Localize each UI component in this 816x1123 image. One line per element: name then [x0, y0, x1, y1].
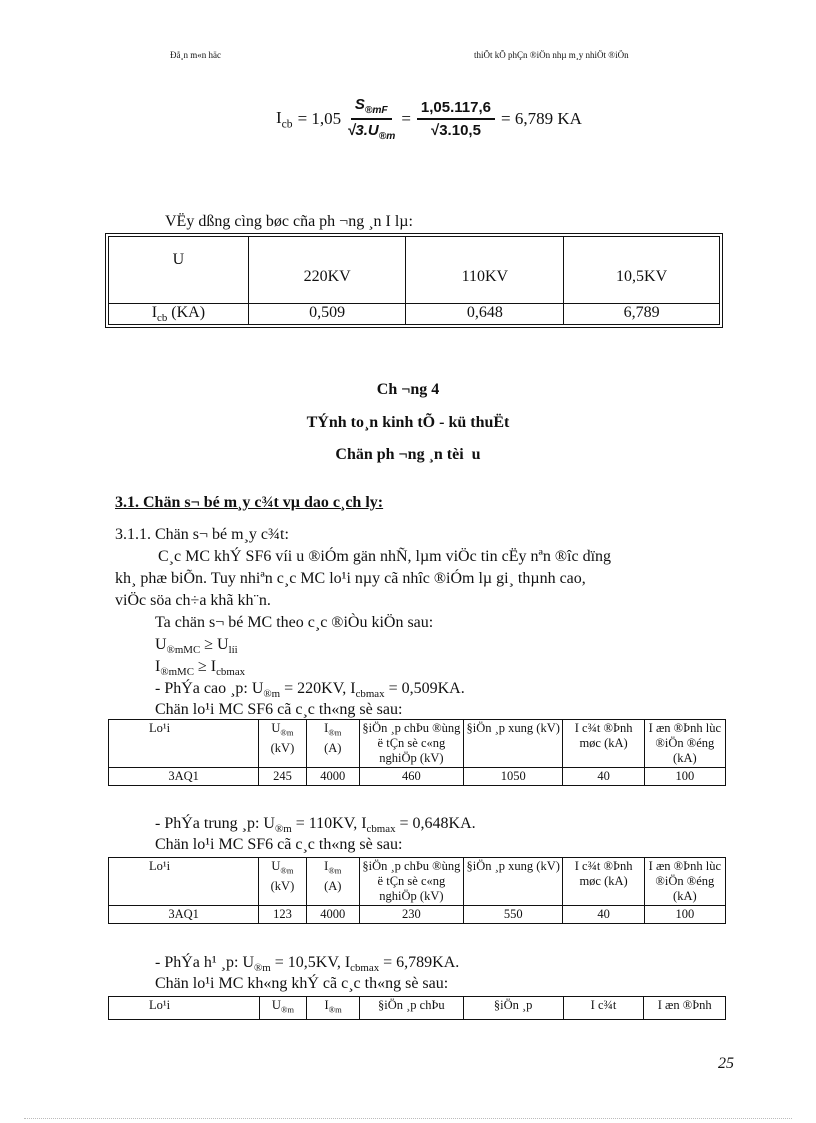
header-right: thiÕt kÕ phÇn ®iÖn nhµ m¸y nhiÖt ®iÖn: [474, 50, 629, 60]
table-cell: 245: [259, 768, 307, 786]
table-cell: 1050: [463, 768, 563, 786]
table-cell: §iÖn ¸p xung (kV): [463, 858, 563, 906]
formula-lhs: $I_{cb}$: [276, 107, 293, 131]
chapter-number: Ch ¬ng 4: [376, 381, 440, 398]
formula-fraction-numeric: $\frac{1,05.117,6}{√3.10,5}$: [417, 99, 495, 139]
table-cell: 3AQ1: [109, 906, 259, 924]
condition-high-side: - PhÝa cao ¸p: $U_{®m} = 220KV$, $I_{cbmax} = 0,509KA$.: [155, 680, 465, 701]
criterion-current: $I_{®mMC} \ge I_{cbmax}$: [155, 658, 246, 679]
table-cell: 550: [463, 906, 563, 924]
table-cell: 100: [644, 906, 725, 924]
page-bottom-rule: [24, 1118, 792, 1119]
table-cell: Lo¹i: [109, 858, 259, 906]
table-cell: $U_{®m}$ (kV): [259, 720, 307, 768]
table-cell: $U_{®m}$ (kV): [259, 858, 307, 906]
table-row: [109, 997, 726, 1020]
breaker-spec-table-mid: [108, 857, 726, 924]
breaker-spec-table-low: [108, 996, 726, 1020]
table-cell: Lo¹i: [109, 720, 259, 768]
table-cell: I æn ®Þnh lùc ®iÖn ®éng (kA): [644, 858, 725, 906]
table-cell: I c¾t: [563, 997, 644, 1020]
table-cell: Lo¹i: [109, 997, 260, 1020]
table-row: [109, 858, 726, 906]
table-cell: 40: [563, 768, 644, 786]
table-cell: 0,509: [248, 304, 406, 325]
table-cell: 10,5KV: [564, 237, 720, 304]
table-cell: 230: [359, 906, 463, 924]
table-cell: 100: [644, 768, 725, 786]
table1-caption: VËy dßng cìng bøc cña ph ¬ng ¸n I lµ:: [165, 213, 413, 230]
table-cell: 3AQ1: [109, 768, 259, 786]
table-row: [109, 304, 720, 325]
condition-mid-side: - PhÝa trung ¸p: $U_{®m} = 110KV$, $I_{cbmax} = 0,648KA$.: [155, 815, 476, 836]
condition-low-side: - PhÝa h¹ ¸p: $U_{®m} = 10,5KV$, $I_{cbmax} = 6,789KA$.: [155, 954, 460, 975]
table-cell: $U_{®m}$: [259, 997, 307, 1020]
table-cell: §iÖn ¸p xung (kV): [463, 720, 563, 768]
sub-heading: 3.1.1. Chän s¬ bé m¸y c¾t:: [115, 526, 289, 543]
table-cell: §iÖn ¸p chÞu ®ùng ë tÇn sè c«ng nghiÖp (kV): [359, 858, 463, 906]
table-cell: $I_{®m}$: [307, 997, 360, 1020]
choose-caption: Chän lo¹i MC SF6 cã c¸c th«ng sè sau:: [155, 701, 403, 718]
chapter-subtitle: Chän ph ¬ng ¸n tèi u: [335, 446, 481, 463]
table-cell: I æn ®Þnh: [644, 997, 726, 1020]
paragraph-line: C¸c MC khÝ SF6 víi u ®iÓm gän nhÑ, lµm viÖc tin cËy nªn ®îc dïng: [158, 548, 612, 565]
forced-current-table: [108, 236, 720, 325]
chapter-title: TÝnh to¸n kinh tÕ - kü thuËt: [306, 414, 510, 431]
current-formula: [276, 96, 582, 142]
formula-fraction-symbolic: $\frac{S_{®mF}}{√3.U_{®m}}$: [347, 96, 396, 142]
choose-caption: Chän lo¹i MC SF6 cã c¸c th«ng sè sau:: [155, 836, 403, 853]
breaker-spec-table-high: [108, 719, 726, 786]
table-cell: U: [109, 237, 249, 304]
paragraph-line: kh¸ phæ biÕn. Tuy nhiªn c¸c MC lo¹i nµy cã nhîc ®iÓm lµ gi¸ thµnh cao,: [115, 570, 586, 587]
table-cell: I c¾t ®Þnh møc (kA): [563, 720, 644, 768]
table-cell: 110KV: [406, 237, 564, 304]
table-cell: 123: [259, 906, 307, 924]
page-number: 25: [718, 1055, 734, 1072]
table-cell: 6,789: [564, 304, 720, 325]
table-cell: I c¾t ®Þnh møc (kA): [563, 858, 644, 906]
section-heading: 3.1. Chän s¬ bé m¸y c¾t vµ dao c¸ch ly:: [115, 494, 384, 511]
header-left: Đå¸n m«n häc: [170, 50, 221, 60]
formula-eq1: = 1,05: [297, 109, 342, 128]
table-cell: I æn ®Þnh lùc ®iÖn ®éng (kA): [644, 720, 725, 768]
table-row: [109, 906, 726, 924]
table-cell: §iÖn ¸p: [463, 997, 563, 1020]
criterion-voltage: $U_{®mMC} \ge U_{líi}$: [155, 636, 238, 657]
criteria-intro: Ta chän s¬ bé MC theo c¸c ®iÒu kiÖn sau:: [155, 614, 434, 631]
table-cell: 4000: [306, 906, 359, 924]
table-row: [109, 237, 720, 304]
table-cell: $I_{®m}$ (A): [306, 858, 359, 906]
table-cell: 4000: [306, 768, 359, 786]
table-cell: §iÖn ¸p chÞu: [360, 997, 464, 1020]
table-cell: 460: [359, 768, 463, 786]
paragraph-line: viÖc söa ch÷a khã kh¨n.: [115, 592, 271, 609]
table-cell: $I_{cb}$ (KA): [109, 304, 249, 325]
table-cell: §iÖn ¸p chÞu ®ùng ë tÇn sè c«ng nghiÖp (kV): [359, 720, 463, 768]
table-cell: 220KV: [248, 237, 406, 304]
table-cell: $I_{®m}$ (A): [306, 720, 359, 768]
table-row: [109, 720, 726, 768]
table-cell: 40: [563, 906, 644, 924]
table-row: [109, 768, 726, 786]
table-cell: 0,648: [406, 304, 564, 325]
formula-result: = 6,789 KA: [501, 109, 582, 128]
choose-caption: Chän lo¹i MC kh«ng khÝ cã c¸c th«ng sè sau:: [155, 975, 449, 992]
formula-eq2: =: [401, 109, 411, 128]
